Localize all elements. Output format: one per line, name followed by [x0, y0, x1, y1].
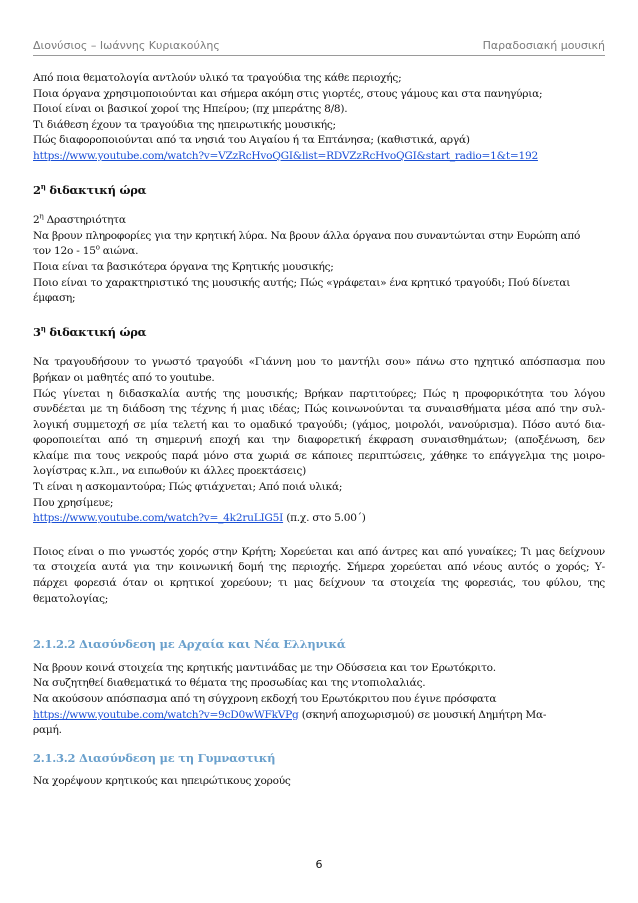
- text-line: ραμή.: [33, 724, 62, 737]
- lesson-hour-2-heading: $2^\eta$ διδακτική ώρα: [33, 181, 147, 197]
- text-line: Πώς γίνεται η διδασκαλία αυτής της μουσικής; Βρήκαν παρτιτούρες; Πώς η προφορικότητα του λόγου: [33, 387, 605, 400]
- text-line: Ποιος είναι ο πιο γνωστός χορός στην Κρήτη; Χορεύεται και από άντρες και από γυναίκες; Τι μας δείχνουν: [33, 545, 605, 558]
- activity-label: $2^\eta$ Δραστηριότητα: [33, 212, 126, 227]
- text-line: Ποια είναι τα βασικότερα όργανα της Κρητικής μουσικής;: [33, 260, 334, 273]
- text-line: Ποιο είναι το χαρακτηριστικό της μουσικής αυτής; Πώς «γράφεται» ένα κρητικό τραγούδι; Πού δίνεται: [33, 276, 571, 289]
- lesson-hour-3-heading: $3^\eta$ διδακτική ώρα: [33, 323, 147, 339]
- text-line: πάρχει φορεσιά όταν οι κρητικοί χορεύουν; τι μας δείχνουν τα στοιχεία της φορεσιάς, του φύλου, της: [33, 577, 605, 590]
- text-line: τον $12o - 15^o$ αιώνα.: [33, 243, 139, 258]
- link-line: https://www.youtube.com/watch?v=9cD0wWFkVPg (σκηνή αποχωρισμού) σε μουσική Δημήτρη Μα-: [33, 708, 547, 721]
- text-line: λογίστρας κ.λπ., να ειπωθούν κι άλλες προεκτάσεις): [33, 465, 306, 478]
- text-line: φοροποιείται από τη σημερινή εποχή και την διαφορετική έκφραση συναισθημάτων; (αποξένωση, δεν: [33, 434, 605, 447]
- text-line: Τι είναι η ασκομαντούρα; Πώς φτιάχνεται; Από ποιά υλικά;: [33, 481, 343, 494]
- text-line: Να τραγουδήσουν το γνωστό τραγούδι «Γιάννη μου το μαντήλι σου» πάνω στο ηχητικό απόσπασμα που: [33, 356, 605, 369]
- text-line: Να συζητηθεί διαθεματικά το θέματα της προσωδίας και της ντοπιολαλιάς.: [33, 677, 426, 690]
- link-line: https://www.youtube.com/watch?v=_4k2ruLIG5I (π.χ. στο 5.00΄): [33, 512, 366, 525]
- text-line: Να βρουν κοινά στοιχεία της κρητικής μαντινάδας με την Οδύσσεια και τον Ερωτόκριτο.: [33, 661, 496, 674]
- page-header: [33, 39, 605, 56]
- text-line: κλαίμε πια τους νεκρούς παρά μόνο στα χωριά σε κάποιες περιπτώσεις, χάθηκε το επάγγελμα της μοιρο-: [33, 449, 605, 462]
- youtube-link[interactable]: https://www.youtube.com/watch?v=VZzRcHvoQGI&list=RDVZzRcHvoQGI&start_radio=1&t=192: [33, 149, 538, 162]
- text-line: θεματολογίας;: [33, 592, 109, 605]
- header-subject: Παραδοσιακή μουσική: [482, 39, 605, 52]
- text-line: Που χρησίμευε;: [33, 496, 114, 509]
- subsection-heading: 2.1.3.2 Διασύνδεση με τη Γυμναστική: [33, 750, 276, 765]
- subsection-heading: 2.1.2.2 Διασύνδεση με Αρχαία και Νέα Ελληνικά: [33, 637, 346, 652]
- question-line: Τι διάθεση έχουν τα τραγούδια της ηπειρωτικής μουσικής;: [33, 118, 336, 131]
- page-number: 6: [315, 858, 323, 871]
- text-line: τα στοιχεία αυτά για την κοινωνική δομή της περιοχής. Σήμερα χορεύεται από νέους αυτός ο χορός; Υ-: [33, 561, 605, 574]
- text-line: έμφαση;: [33, 292, 76, 305]
- text-line: Να χορέψουν κρητικούς και ηπειρώτικους χορούς: [33, 775, 291, 788]
- text-line: Να ακούσουν απόσπασμα από τη σύγχρονη εκδοχή του Ερωτόκριτου που έγινε πρόσφατα: [33, 693, 497, 705]
- text-line: βρήκαν οι μαθητές από το youtube.: [33, 371, 215, 384]
- question-line: Από ποια θεματολογία αντλούν υλικό τα τραγούδια της κάθε περιοχής;: [33, 72, 402, 84]
- question-line: Πώς διαφοροποιούνται από τα νησιά του Αιγαίου ή τα Επτάνησα; (καθιστικά, αργά): [33, 134, 470, 147]
- youtube-link[interactable]: https://www.youtube.com/watch?v=_4k2ruLIG5I: [33, 512, 284, 525]
- text-line: λογική συμμετοχή σε μία τελετή και το ομαδικό τραγούδι; (γάμος, μοιρολόι, νανούρισμα). Πόσο αυτό δια-: [33, 418, 605, 431]
- text-line: συνδέεται με τη διάδοση της τέχνης ή μιας ιδέας; Πώς κοινωνούνται τα συναισθήματα μέσα από την συλ-: [33, 403, 605, 416]
- page-content: [33, 71, 605, 790]
- question-line: Ποια όργανα χρησιμοποιούνται και σήμερα ακόμη στις γιορτές, στους γάμους και στα πανηγύρια;: [33, 87, 543, 100]
- text-line: Να βρουν πληροφορίες για την κρητική λύρα. Να βρουν άλλα όργανα που συναντώνται στην Ευρώπη από: [33, 229, 581, 242]
- youtube-link[interactable]: https://www.youtube.com/watch?v=9cD0wWFkVPg: [33, 708, 299, 721]
- document-page: [33, 0, 605, 903]
- question-line: Ποιοί είναι οι βασικοί χοροί της Ηπείρου; (πχ μπεράτης 8/8).: [33, 103, 348, 116]
- header-author: Διονύσιος – Ιωάννης Κυριακούλης: [33, 39, 220, 52]
